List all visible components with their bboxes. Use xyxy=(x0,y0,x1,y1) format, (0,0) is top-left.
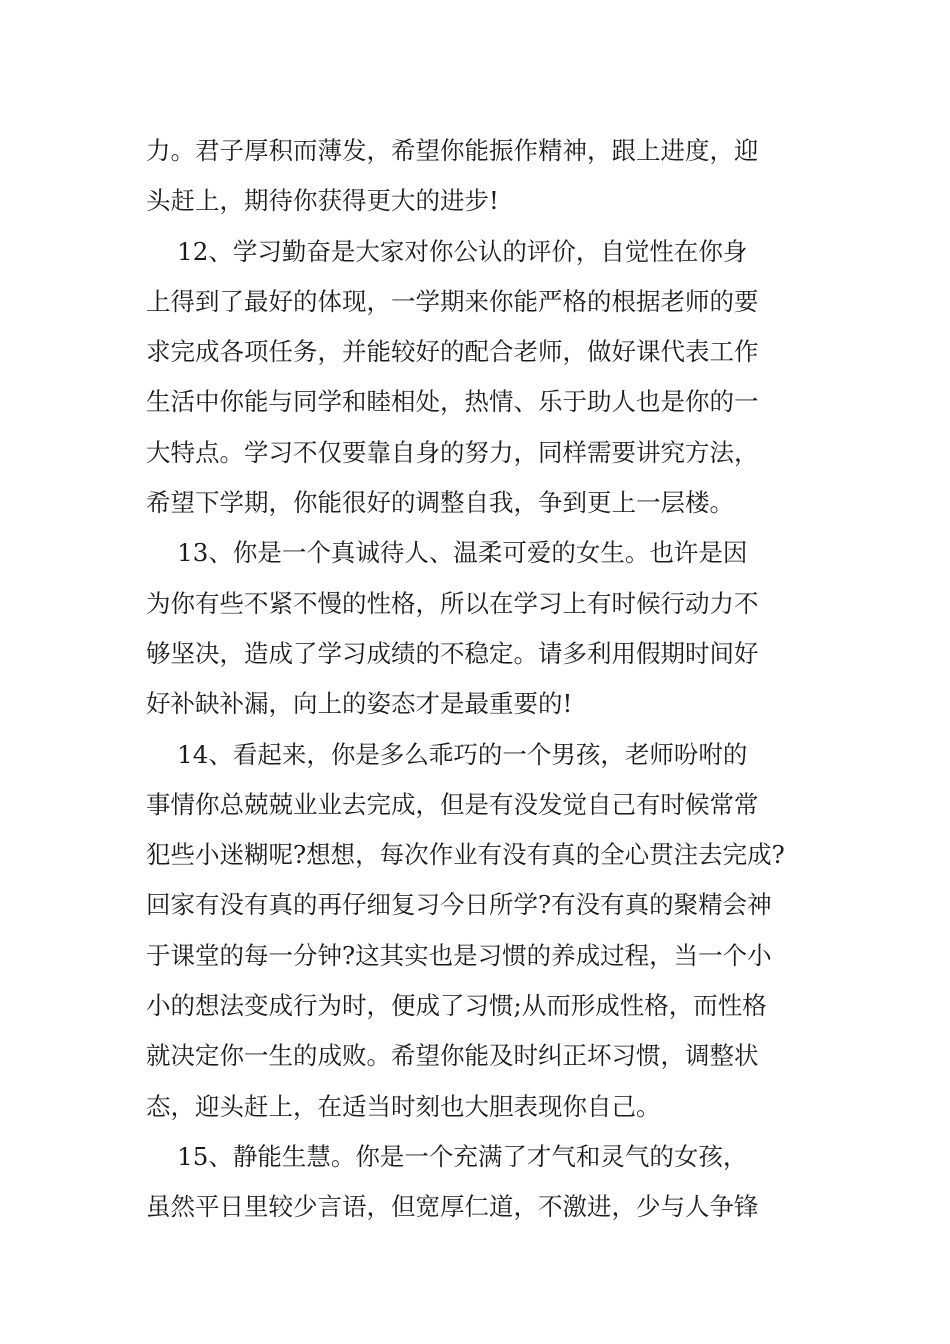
text-line: 15、静能生慧。你是一个充满了才气和灵气的女孩， xyxy=(146,1141,748,1171)
text-line: 虽然平日里较少言语，但宽厚仁道，不激进，少与人争锋 xyxy=(146,1192,759,1222)
text-line: 上得到了最好的体现，一学期来你能严格的根据老师的要 xyxy=(146,286,759,316)
text-line: 犯些小迷糊呢?想想，每次作业有没有真的全心贯注去完成? xyxy=(146,840,785,870)
text-line: 于课堂的每一分钟?这其实也是习惯的养成过程，当一个小 xyxy=(146,940,772,970)
text-line: 求完成各项任务，并能较好的配合老师，做好课代表工作 xyxy=(146,337,759,367)
text-line: 事情你总兢兢业业去完成，但是有没发觉自己有时候常常 xyxy=(146,789,759,819)
text-line: 13、你是一个真诚待人、温柔可爱的女生。也许是因 xyxy=(146,538,748,568)
text-line: 够坚决，造成了学习成绩的不稳定。请多利用假期时间好 xyxy=(146,638,759,668)
text-line: 力。君子厚积而薄发，希望你能振作精神，跟上进度，迎 xyxy=(146,136,759,165)
text-line: 就决定你一生的成败。希望你能及时纠正坏习惯，调整状 xyxy=(146,1041,759,1071)
text-line: 12、学习勤奋是大家对你公认的评价，自觉性在你身 xyxy=(146,236,748,266)
text-line: 态，迎头赶上，在适当时刻也大胆表现你自己。 xyxy=(146,1091,661,1121)
document-body xyxy=(146,126,816,1233)
text-line: 生活中你能与同学和睦相处，热情、乐于助人也是你的一 xyxy=(146,387,759,417)
text-line: 回家有没有真的再仔细复习今日所学?有没有真的聚精会神 xyxy=(146,890,772,920)
text-line: 希望下学期，你能很好的调整自我，争到更上一层楼。 xyxy=(146,488,734,518)
text-line: 头赶上，期待你获得更大的进步! xyxy=(146,186,499,216)
text-line: 为你有些不紧不慢的性格，所以在学习上有时候行动力不 xyxy=(146,588,759,618)
text-line: 好补缺补漏，向上的姿态才是最重要的! xyxy=(146,689,573,719)
text-line: 14、看起来，你是多么乖巧的一个男孩，老师吩咐的 xyxy=(146,739,748,769)
text-line: 大特点。学习不仅要靠自身的努力，同样需要讲究方法， xyxy=(146,437,759,467)
text-line: 小的想法变成行为时，便成了习惯;从而形成性格，而性格 xyxy=(146,991,767,1021)
